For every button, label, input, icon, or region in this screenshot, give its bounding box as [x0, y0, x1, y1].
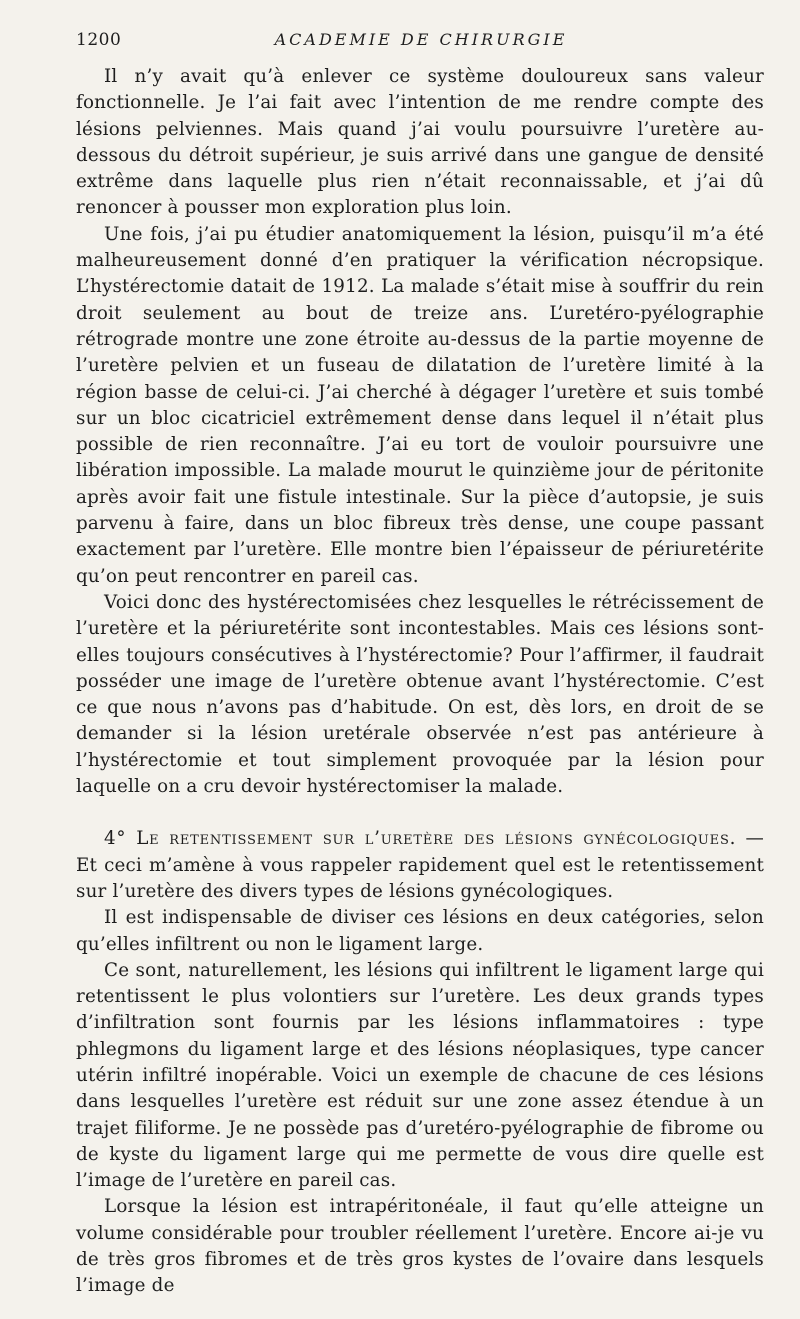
- section-4-paragraph: [76, 826, 764, 905]
- section-heading-tail: — Et ceci m’amène à vous rappeler rapidement quel est le retentissement sur l’uretère des divers types de lésions gynécologiques.: [76, 828, 764, 902]
- paragraph-3: Voici donc des hystérectomisées chez lesquelles le rétrécissement de l’uretère et la périuretérite sont incontestables. Mais ces lésions sont-elles toujours consécutives à l’hystérectomie? Pour l’affirmer, il faudrait posséder une image de l’uretère obtenue avant l’hystérectomie. C’est ce que nous n’avons pas d’habitude. On est, dès lors, en droit de se demander si la lésion uretérale observée n’est pas antérieure à l’hystérectomie et tout simplement provoquée par la lésion pour laquelle on a cru devoir hystérectomiser la malade.: [76, 591, 764, 798]
- section-spacer: [76, 800, 764, 826]
- section-paragraph-1: Il est indispensable de diviser ces lésions en deux catégories, selon qu’elles infiltrent ou non le ligament large.: [76, 907, 764, 955]
- paragraph-1: Il n’y avait qu’à enlever ce système douloureux sans valeur fonctionnelle. Je l’ai fait avec l’intention de me rendre compte des lésions pelviennes. Mais quand j’ai voulu poursuivre l’uretère au-dessous du détroit supérieur, je suis arrivé dans une gangue de densité extrême dans laquelle plus rien n’était reconnaissable, et j’ai dû renoncer à pousser mon exploration plus loin.: [76, 66, 764, 219]
- section-paragraph-3: Lorsque la lésion est intrapéritonéale, il faut qu’elle atteigne un volume considérable pour troubler réellement l’uretère. Encore ai-je vu de très gros fibromes et de très gros kystes de l’ovaire dans lesquels l’image de: [76, 1196, 764, 1297]
- running-header: [76, 30, 766, 54]
- body-text: [76, 64, 764, 1300]
- section-heading: 4° Le retentissement sur l’uretère des lésions gynécologiques.: [104, 828, 737, 850]
- journal-title: ACADEMIE DE CHIRURGIE: [274, 30, 568, 49]
- section-paragraph-2: Ce sont, naturellement, les lésions qui infiltrent le ligament large qui retentissent le plus volontiers sur l’uretère. Les deux grands types d’infiltration sont fournis par les lésions inflammatoires : type phlegmons du ligament large et des lésions néoplasiques, type cancer utérin infiltré inopérable. Voici un exemple de chacune de ces lésions dans lesquelles l’uretère est réduit sur une zone assez étendue à un trajet filiforme. Je ne possède pas d’uretéro-pyélographie de fibrome ou de kyste du ligament large qui me permette de vous dire quelle est l’image de l’uretère en pareil cas.: [76, 959, 764, 1192]
- paragraph-2: Une fois, j’ai pu étudier anatomiquement la lésion, puisqu’il m’a été malheureusement donné d’en pratiquer la vérification nécropsique. L’hystérectomie datait de 1912. La malade s’était mise à souffrir du rein droit seulement au bout de treize ans. L’uretéro-pyélographie rétrograde montre une zone étroite au-dessus de la partie moyenne de l’uretère pelvien et un fuseau de dilatation de l’uretère limité à la région basse de celui-ci. J’ai cherché à dégager l’uretère et suis tombé sur un bloc cicatriciel extrêmement dense dans lequel il n’était plus possible de rien reconnaître. J’ai eu tort de vouloir poursuivre une libération impossible. La malade mourut le quinzième jour de péritonite après avoir fait une fistule intestinale. Sur la pièce d’autopsie, je suis parvenu à faire, dans un bloc fibreux très dense, une coupe passant exactement par l’uretère. Elle montre bien l’épaisseur de périuretérite qu’on peut rencontrer en pareil cas.: [76, 223, 764, 587]
- page-number: 1200: [76, 30, 122, 50]
